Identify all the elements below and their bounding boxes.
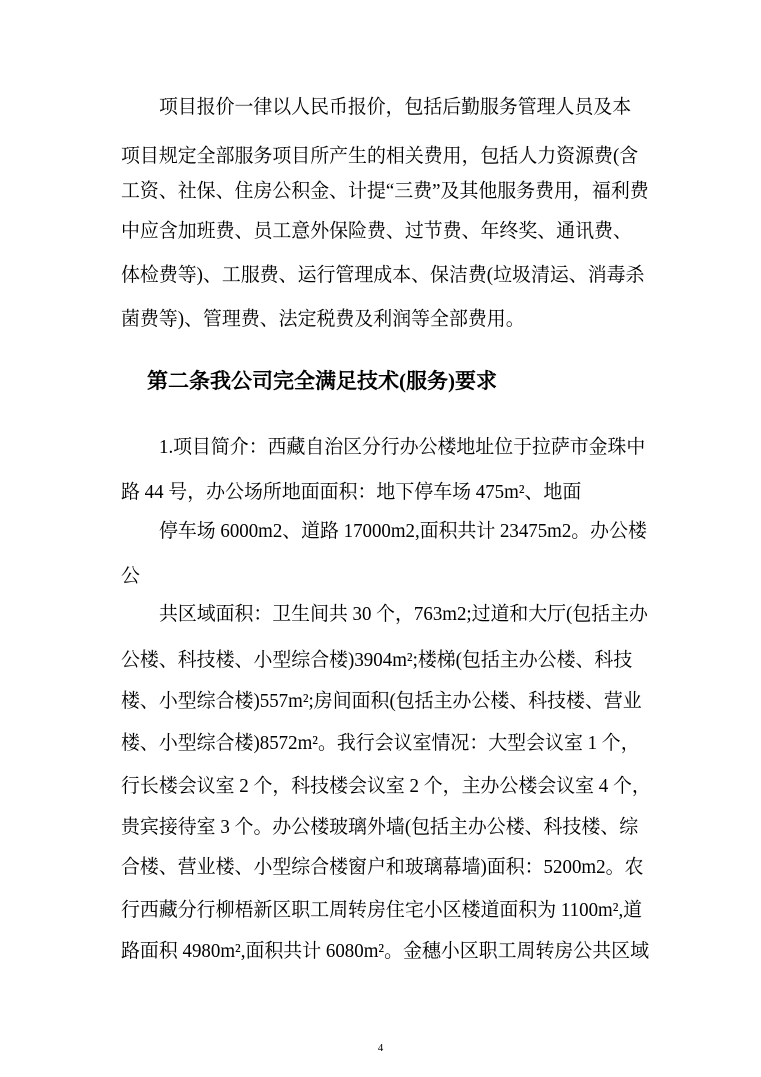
- paragraph-line: 路面积 4980m²,面积共计 6080m²。金穗小区职工周转房公共区域: [121, 941, 649, 962]
- paragraph-line: 停车场 6000m2、道路 17000m2,面积共计 23475m2。办公楼: [159, 521, 647, 542]
- paragraph-line: 合楼、营业楼、小型综合楼窗户和玻璃幕墙)面积：5200m2。农: [121, 857, 644, 878]
- paragraph-line: 行长楼会议室 2 个，科技楼会议室 2 个，主办公楼会议室 4 个，: [121, 776, 651, 797]
- page-number: 4: [377, 1042, 384, 1054]
- paragraph-line: 路 44 号，办公场所地面面积：地下停车场 475m²、地面: [121, 482, 582, 503]
- paragraph-line: 体检费等)、工服费、运行管理成本、保洁费(垃圾清运、消毒杀: [121, 265, 645, 286]
- paragraph-line: 公: [121, 566, 140, 587]
- paragraph-line: 行西藏分行柳梧新区职工周转房住宅小区楼道面积为 1100m²,道: [121, 900, 643, 921]
- paragraph-line: 楼、小型综合楼)557m²;房间面积(包括主办公楼、科技楼、营业: [121, 691, 642, 712]
- paragraph-line: 楼、小型综合楼)8572m²。我行会议室情况：大型会议室 1 个，: [121, 733, 640, 754]
- paragraph-line: 项目报价一律以人民币报价，包括后勤服务管理人员及本: [159, 97, 632, 118]
- paragraph-line: 贵宾接待室 3 个。办公楼玻璃外墙(包括主办公楼、科技楼、综: [121, 817, 639, 838]
- paragraph-line: 项目规定全部服务项目所产生的相关费用，包括人力资源费(含: [121, 146, 639, 167]
- paragraph-line: 1.项目简介：西藏自治区分行办公楼地址位于拉萨市金珠中: [159, 437, 646, 458]
- paragraph-line: 公楼、科技楼、小型综合楼)3904m²;楼梯(包括主办公楼、科技: [121, 650, 633, 671]
- paragraph-line: 共区域面积：卫生间共 30 个，763m2;过道和大厅(包括主办: [159, 604, 648, 625]
- paragraph-line: 菌费等)、管理费、法定税费及利润等全部费用。: [121, 309, 525, 330]
- paragraph-line: 中应含加班费、员工意外保险费、过节费、年终奖、通讯费、: [121, 221, 632, 242]
- paragraph-line: 工资、社保、住房公积金、计提“三费”及其他服务费用，福利费: [121, 181, 649, 202]
- section-heading: 第二条我公司完全满足技术(服务)要求: [147, 369, 497, 393]
